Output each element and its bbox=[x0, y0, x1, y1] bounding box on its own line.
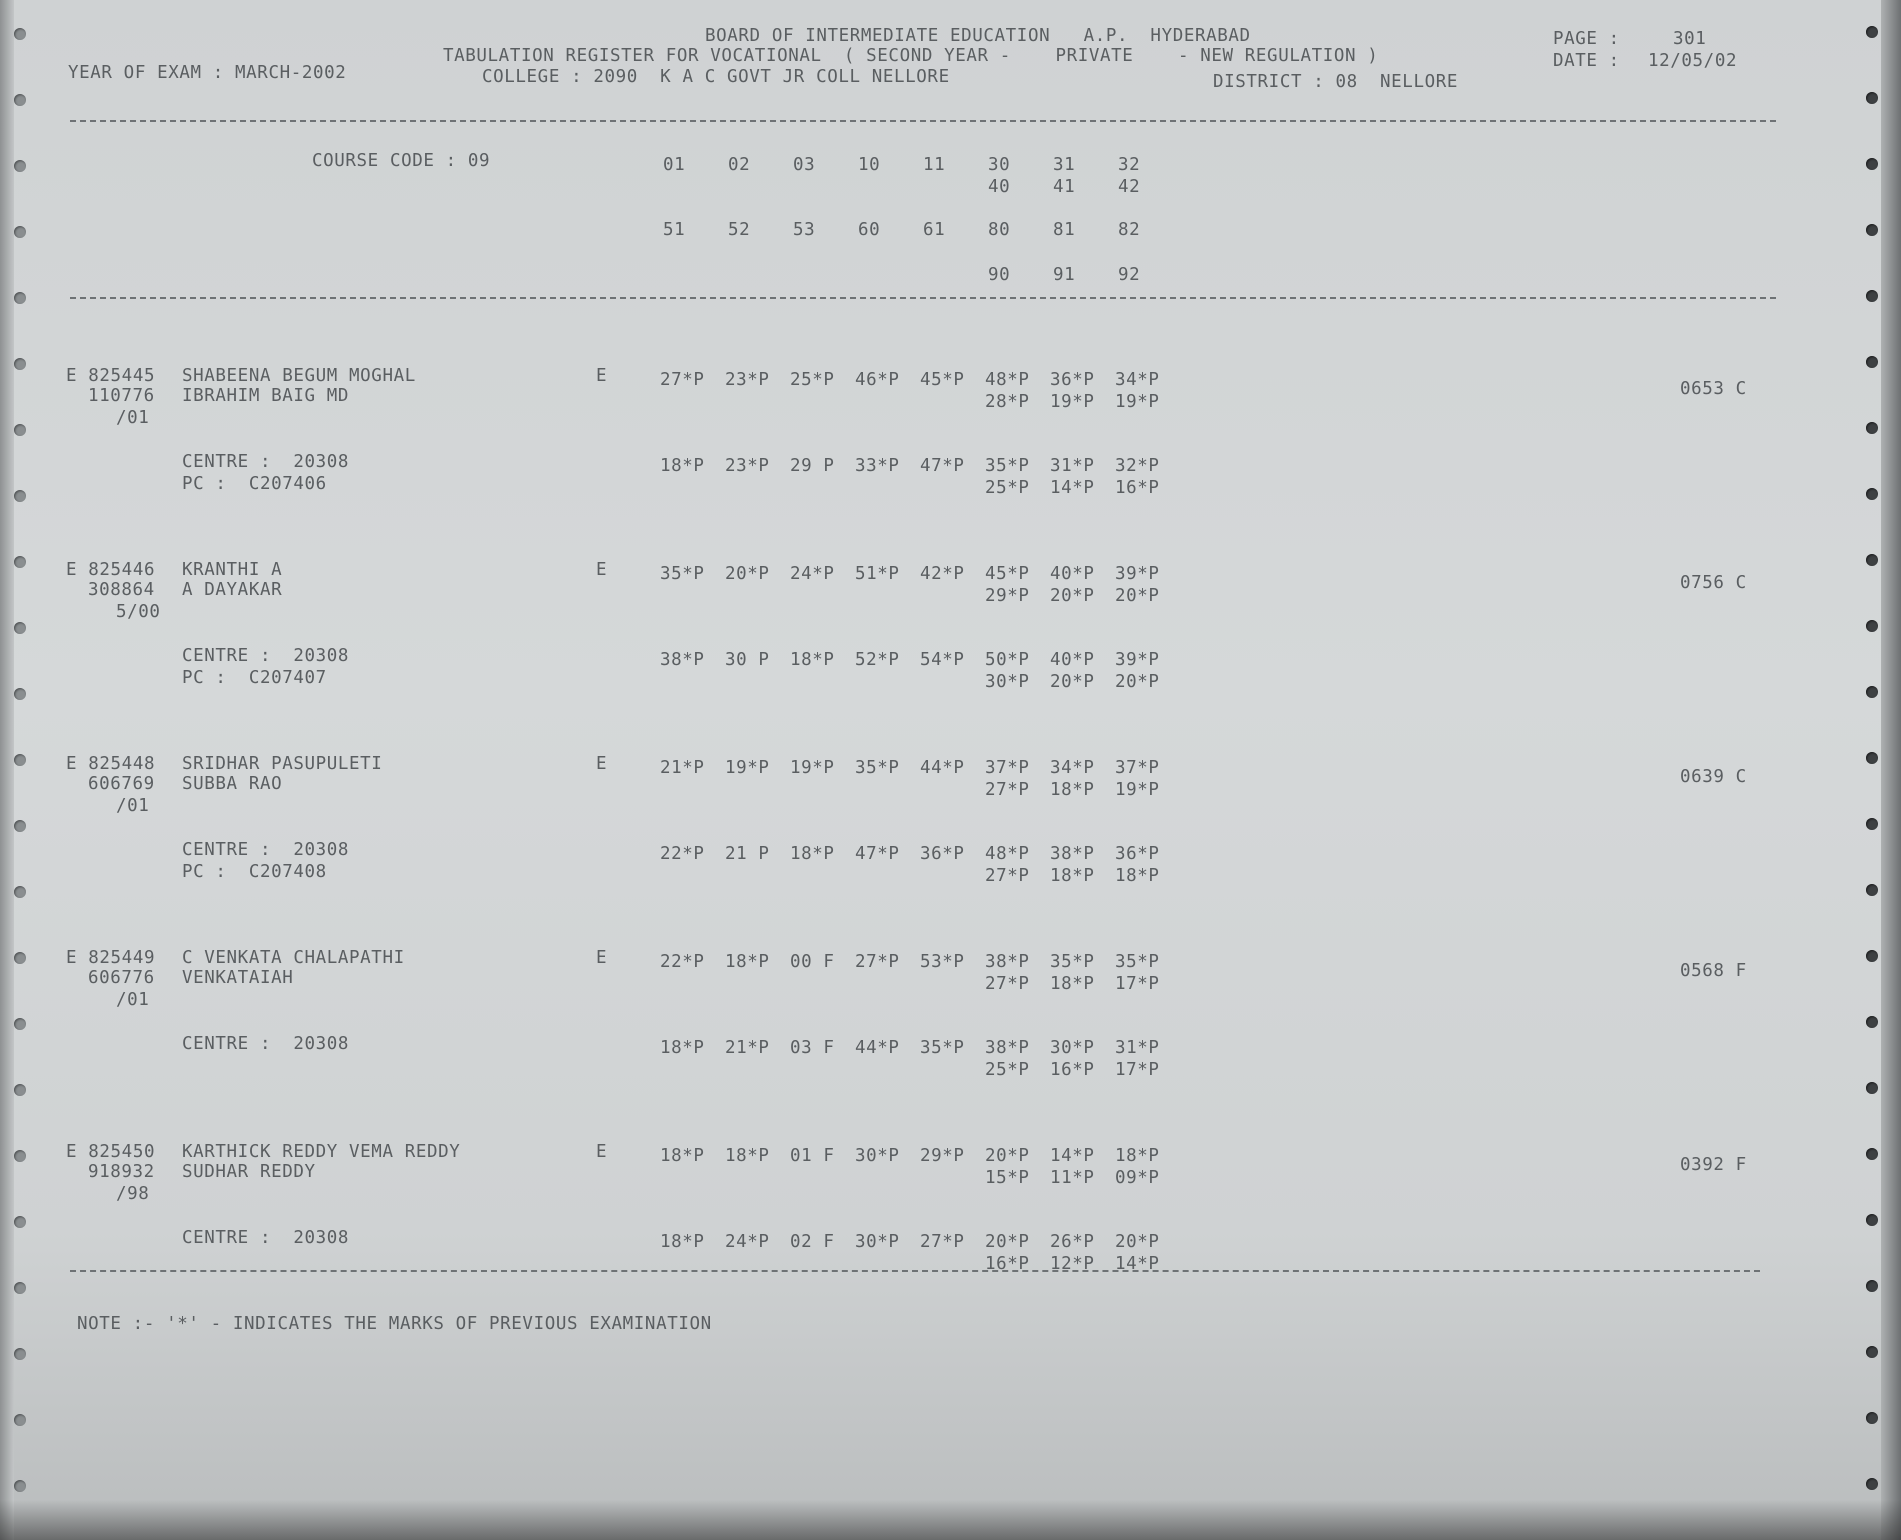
feed-hole-left bbox=[14, 688, 26, 700]
feed-hole-right bbox=[1866, 752, 1878, 764]
feed-hole-right bbox=[1866, 1280, 1878, 1292]
mark-cell-row2-sub: 25*P bbox=[985, 1060, 1030, 1080]
feed-hole-left bbox=[14, 292, 26, 304]
course-code-cell-row3-3: 92 bbox=[1118, 265, 1141, 285]
mark-cell: 19*P bbox=[790, 758, 835, 778]
feed-hole-left bbox=[14, 754, 26, 766]
feed-hole-right bbox=[1866, 158, 1878, 170]
course-code-cell-8: 32 bbox=[1118, 155, 1141, 175]
mark-cell: 53*P bbox=[920, 952, 965, 972]
mark-cell: 19*P bbox=[725, 758, 770, 778]
mark-cell: 37*P bbox=[1115, 758, 1160, 778]
mark-cell-row2: 18*P bbox=[790, 844, 835, 864]
year-of-exam: YEAR OF EXAM : MARCH-2002 bbox=[68, 63, 347, 83]
mark-cell-row2: 36*P bbox=[920, 844, 965, 864]
course-code-cell-1: 01 bbox=[663, 155, 686, 175]
mark-cell-row2: 18*P bbox=[660, 456, 705, 476]
course-code-cell-2: 02 bbox=[728, 155, 751, 175]
total-result: 0392 F bbox=[1680, 1155, 1747, 1175]
feed-hole-left bbox=[14, 28, 26, 40]
course-code-cell-row2-1: 51 bbox=[663, 220, 686, 240]
mark-cell-row2: 47*P bbox=[920, 456, 965, 476]
feed-hole-right bbox=[1866, 1214, 1878, 1226]
course-code: COURSE CODE : 09 bbox=[312, 151, 491, 171]
feed-hole-left bbox=[14, 1480, 26, 1492]
course-code-cell-row3-2: 91 bbox=[1053, 265, 1076, 285]
centre-code: CENTRE : 20308 bbox=[182, 1034, 350, 1054]
mark-cell: 45*P bbox=[985, 564, 1030, 584]
mark-cell-row2: 50*P bbox=[985, 650, 1030, 670]
mark-cell-row2: 27*P bbox=[920, 1232, 965, 1252]
course-code-cell-row2-7: 81 bbox=[1053, 220, 1076, 240]
course-code-cell-row2-8: 82 bbox=[1118, 220, 1141, 240]
mark-cell-sub: 15*P bbox=[985, 1168, 1030, 1188]
paper-shadow bbox=[0, 1500, 1901, 1540]
pc-code: PC : C207406 bbox=[182, 474, 327, 494]
feed-hole-left bbox=[14, 424, 26, 436]
mark-cell: 40*P bbox=[1050, 564, 1095, 584]
mark-cell-sub: 19*P bbox=[1050, 392, 1095, 412]
mark-cell-row2: 30*P bbox=[1050, 1038, 1095, 1058]
course-code-cell-row2-4: 60 bbox=[858, 220, 881, 240]
feed-hole-right bbox=[1866, 290, 1878, 302]
mark-cell-row2: 18*P bbox=[660, 1232, 705, 1252]
feed-hole-left bbox=[14, 1282, 26, 1294]
total-result: 0653 C bbox=[1680, 379, 1747, 399]
mark-cell-sub: 28*P bbox=[985, 392, 1030, 412]
feed-hole-left bbox=[14, 1084, 26, 1096]
feed-hole-right bbox=[1866, 422, 1878, 434]
mark-cell-row2: 38*P bbox=[1050, 844, 1095, 864]
mark-cell-row2: 02 F bbox=[790, 1232, 835, 1252]
mark-cell-row2: 40*P bbox=[1050, 650, 1095, 670]
mark-cell: 44*P bbox=[920, 758, 965, 778]
feed-hole-right bbox=[1866, 818, 1878, 830]
mark-cell: 37*P bbox=[985, 758, 1030, 778]
paper-left-edge bbox=[0, 0, 14, 1540]
mark-cell: 00 F bbox=[790, 952, 835, 972]
feed-hole-right bbox=[1866, 92, 1878, 104]
mark-cell-row2-sub: 16*P bbox=[1115, 478, 1160, 498]
student-name: C VENKATA CHALAPATHI bbox=[182, 948, 405, 968]
feed-hole-right bbox=[1866, 1346, 1878, 1358]
medium: E bbox=[596, 560, 608, 580]
feed-hole-left bbox=[14, 1348, 26, 1360]
feed-hole-right bbox=[1866, 1412, 1878, 1424]
mark-cell: 01 F bbox=[790, 1146, 835, 1166]
mark-cell-row2: 24*P bbox=[725, 1232, 770, 1252]
guardian-name: A DAYAKAR bbox=[182, 580, 283, 600]
centre-code: CENTRE : 20308 bbox=[182, 452, 350, 472]
page-label: PAGE : bbox=[1553, 29, 1620, 49]
mark-cell-row2-sub: 30*P bbox=[985, 672, 1030, 692]
mark-cell-sub: 11*P bbox=[1050, 1168, 1095, 1188]
feed-hole-right bbox=[1866, 26, 1878, 38]
mark-cell-row2: 26*P bbox=[1050, 1232, 1095, 1252]
mark-cell-row2: 48*P bbox=[985, 844, 1030, 864]
mark-cell-sub: 09*P bbox=[1115, 1168, 1160, 1188]
mark-cell: 18*P bbox=[725, 1146, 770, 1166]
pc-code: PC : C207407 bbox=[182, 668, 327, 688]
mark-cell-row2: 03 F bbox=[790, 1038, 835, 1058]
course-code-cell-sub-3: 42 bbox=[1118, 177, 1141, 197]
mark-cell: 24*P bbox=[790, 564, 835, 584]
mark-cell-row2-sub: 16*P bbox=[1050, 1060, 1095, 1080]
mark-cell: 18*P bbox=[725, 952, 770, 972]
course-code-cell-row2-6: 80 bbox=[988, 220, 1011, 240]
header-divider bbox=[70, 120, 1776, 122]
mark-cell-row2: 39*P bbox=[1115, 650, 1160, 670]
mark-cell-row2: 47*P bbox=[855, 844, 900, 864]
date-value: 12/05/02 bbox=[1648, 51, 1738, 71]
mark-cell: 39*P bbox=[1115, 564, 1160, 584]
feed-hole-left bbox=[14, 490, 26, 502]
mark-cell: 42*P bbox=[920, 564, 965, 584]
guardian-name: VENKATAIAH bbox=[182, 968, 294, 988]
mark-cell-sub: 17*P bbox=[1115, 974, 1160, 994]
hall-ticket: E 825450 bbox=[66, 1142, 156, 1162]
feed-hole-left bbox=[14, 358, 26, 370]
mark-cell: 35*P bbox=[660, 564, 705, 584]
mark-cell-row2: 18*P bbox=[660, 1038, 705, 1058]
mark-cell: 18*P bbox=[1115, 1146, 1160, 1166]
mark-cell: 27*P bbox=[855, 952, 900, 972]
feed-hole-left bbox=[14, 94, 26, 106]
feed-hole-left bbox=[14, 160, 26, 172]
course-code-cell-row2-3: 53 bbox=[793, 220, 816, 240]
college-name: COLLEGE : 2090 K A C GOVT JR COLL NELLORE bbox=[482, 67, 950, 87]
total-result: 0639 C bbox=[1680, 767, 1747, 787]
mark-cell-sub: 27*P bbox=[985, 780, 1030, 800]
course-code-cell-row2-2: 52 bbox=[728, 220, 751, 240]
mark-cell-row2: 22*P bbox=[660, 844, 705, 864]
medium: E bbox=[596, 1142, 608, 1162]
course-code-cell-6: 30 bbox=[988, 155, 1011, 175]
feed-hole-right bbox=[1866, 554, 1878, 566]
mark-cell: 45*P bbox=[920, 370, 965, 390]
mark-cell: 35*P bbox=[855, 758, 900, 778]
hall-ticket: E 825445 bbox=[66, 366, 156, 386]
medium: E bbox=[596, 754, 608, 774]
mark-cell-sub: 19*P bbox=[1115, 392, 1160, 412]
feed-hole-right bbox=[1866, 1478, 1878, 1490]
course-code-cell-sub-2: 41 bbox=[1053, 177, 1076, 197]
feed-hole-right bbox=[1866, 1148, 1878, 1160]
total-result: 0568 F bbox=[1680, 961, 1747, 981]
footer-divider bbox=[70, 1270, 1760, 1272]
mark-cell: 22*P bbox=[660, 952, 705, 972]
medium: E bbox=[596, 366, 608, 386]
feed-hole-right bbox=[1866, 356, 1878, 368]
feed-hole-left bbox=[14, 556, 26, 568]
mark-cell-sub: 20*P bbox=[1115, 586, 1160, 606]
feed-hole-left bbox=[14, 622, 26, 634]
mark-cell-row2: 20*P bbox=[985, 1232, 1030, 1252]
course-code-cell-row2-5: 61 bbox=[923, 220, 946, 240]
period: /01 bbox=[116, 408, 150, 428]
hall-ticket: E 825448 bbox=[66, 754, 156, 774]
feed-hole-left bbox=[14, 1018, 26, 1030]
mark-cell-row2-sub: 18*P bbox=[1115, 866, 1160, 886]
feed-hole-right bbox=[1866, 884, 1878, 896]
feed-hole-right bbox=[1866, 488, 1878, 500]
mark-cell: 36*P bbox=[1050, 370, 1095, 390]
mark-cell: 29*P bbox=[920, 1146, 965, 1166]
hall-ticket: E 825449 bbox=[66, 948, 156, 968]
guardian-name: SUBBA RAO bbox=[182, 774, 283, 794]
feed-hole-right bbox=[1866, 950, 1878, 962]
mark-cell-sub: 18*P bbox=[1050, 780, 1095, 800]
id-number: 110776 bbox=[88, 386, 155, 406]
total-result: 0756 C bbox=[1680, 573, 1747, 593]
mark-cell: 51*P bbox=[855, 564, 900, 584]
feed-hole-right bbox=[1866, 1082, 1878, 1094]
mark-cell-row2: 29 P bbox=[790, 456, 835, 476]
feed-hole-left bbox=[14, 1216, 26, 1228]
feed-hole-left bbox=[14, 1150, 26, 1162]
mark-cell-row2: 38*P bbox=[985, 1038, 1030, 1058]
mark-cell: 23*P bbox=[725, 370, 770, 390]
mark-cell-row2-sub: 20*P bbox=[1050, 672, 1095, 692]
mark-cell-row2: 54*P bbox=[920, 650, 965, 670]
mark-cell-row2-sub: 20*P bbox=[1115, 672, 1160, 692]
course-code-cell-7: 31 bbox=[1053, 155, 1076, 175]
register-title: TABULATION REGISTER FOR VOCATIONAL ( SECOND YEAR - PRIVATE - NEW REGULATION ) bbox=[443, 46, 1379, 66]
feed-hole-left bbox=[14, 952, 26, 964]
mark-cell-row2-sub: 27*P bbox=[985, 866, 1030, 886]
centre-code: CENTRE : 20308 bbox=[182, 1228, 350, 1248]
period: /98 bbox=[116, 1184, 150, 1204]
mark-cell: 25*P bbox=[790, 370, 835, 390]
mark-cell-row2: 30 P bbox=[725, 650, 770, 670]
course-code-cell-4: 10 bbox=[858, 155, 881, 175]
mark-cell-row2-sub: 18*P bbox=[1050, 866, 1095, 886]
mark-cell-sub: 20*P bbox=[1050, 586, 1095, 606]
mark-cell-row2: 35*P bbox=[985, 456, 1030, 476]
pc-code: PC : C207408 bbox=[182, 862, 327, 882]
mark-cell-row2: 30*P bbox=[855, 1232, 900, 1252]
mark-cell-row2: 31*P bbox=[1050, 456, 1095, 476]
mark-cell-row2: 44*P bbox=[855, 1038, 900, 1058]
feed-hole-right bbox=[1866, 686, 1878, 698]
centre-code: CENTRE : 20308 bbox=[182, 840, 350, 860]
feed-hole-left bbox=[14, 886, 26, 898]
student-name: SHABEENA BEGUM MOGHAL bbox=[182, 366, 416, 386]
student-name: KARTHICK REDDY VEMA REDDY bbox=[182, 1142, 461, 1162]
period: /01 bbox=[116, 990, 150, 1010]
course-code-cell-5: 11 bbox=[923, 155, 946, 175]
mark-cell-row2: 21 P bbox=[725, 844, 770, 864]
id-number: 606769 bbox=[88, 774, 155, 794]
feed-hole-right bbox=[1866, 224, 1878, 236]
guardian-name: IBRAHIM BAIG MD bbox=[182, 386, 350, 406]
mark-cell-row2: 20*P bbox=[1115, 1232, 1160, 1252]
student-name: KRANTHI A bbox=[182, 560, 283, 580]
mark-cell-row2-sub: 14*P bbox=[1050, 478, 1095, 498]
mark-cell: 30*P bbox=[855, 1146, 900, 1166]
period: /01 bbox=[116, 796, 150, 816]
mark-cell: 35*P bbox=[1050, 952, 1095, 972]
period: 5/00 bbox=[116, 602, 161, 622]
course-code-cell-3: 03 bbox=[793, 155, 816, 175]
mark-cell-row2: 35*P bbox=[920, 1038, 965, 1058]
mark-cell: 46*P bbox=[855, 370, 900, 390]
footnote: NOTE :- '*' - INDICATES THE MARKS OF PREVIOUS EXAMINATION bbox=[77, 1314, 712, 1334]
course-code-cell-sub-1: 40 bbox=[988, 177, 1011, 197]
hall-ticket: E 825446 bbox=[66, 560, 156, 580]
mark-cell: 35*P bbox=[1115, 952, 1160, 972]
mark-cell-row2: 23*P bbox=[725, 456, 770, 476]
mark-cell-row2-sub: 14*P bbox=[1115, 1254, 1160, 1274]
mark-cell-sub: 27*P bbox=[985, 974, 1030, 994]
feed-hole-right bbox=[1866, 620, 1878, 632]
feed-hole-left bbox=[14, 820, 26, 832]
mark-cell: 34*P bbox=[1115, 370, 1160, 390]
page-number: 301 bbox=[1673, 29, 1707, 49]
mark-cell-row2: 52*P bbox=[855, 650, 900, 670]
mark-cell: 38*P bbox=[985, 952, 1030, 972]
mark-cell-row2: 18*P bbox=[790, 650, 835, 670]
mark-cell-row2-sub: 12*P bbox=[1050, 1254, 1095, 1274]
mark-cell-row2: 36*P bbox=[1115, 844, 1160, 864]
mark-cell: 18*P bbox=[660, 1146, 705, 1166]
id-number: 308864 bbox=[88, 580, 155, 600]
district-name: DISTRICT : 08 NELLORE bbox=[1213, 72, 1458, 92]
id-number: 918932 bbox=[88, 1162, 155, 1182]
mark-cell-sub: 29*P bbox=[985, 586, 1030, 606]
course-code-cell-row3-1: 90 bbox=[988, 265, 1011, 285]
mark-cell-row2: 32*P bbox=[1115, 456, 1160, 476]
mark-cell-row2-sub: 25*P bbox=[985, 478, 1030, 498]
mark-cell: 21*P bbox=[660, 758, 705, 778]
mark-cell-row2: 31*P bbox=[1115, 1038, 1160, 1058]
mark-cell-row2: 33*P bbox=[855, 456, 900, 476]
feed-hole-right bbox=[1866, 1016, 1878, 1028]
mark-cell: 20*P bbox=[725, 564, 770, 584]
mark-cell: 48*P bbox=[985, 370, 1030, 390]
paper-right-edge bbox=[1881, 0, 1901, 1540]
mark-cell: 20*P bbox=[985, 1146, 1030, 1166]
course-divider bbox=[70, 297, 1776, 299]
mark-cell-sub: 18*P bbox=[1050, 974, 1095, 994]
date-label: DATE : bbox=[1553, 51, 1620, 71]
mark-cell: 34*P bbox=[1050, 758, 1095, 778]
mark-cell-row2: 38*P bbox=[660, 650, 705, 670]
student-name: SRIDHAR PASUPULETI bbox=[182, 754, 383, 774]
guardian-name: SUDHAR REDDY bbox=[182, 1162, 316, 1182]
mark-cell: 14*P bbox=[1050, 1146, 1095, 1166]
centre-code: CENTRE : 20308 bbox=[182, 646, 350, 666]
mark-cell: 27*P bbox=[660, 370, 705, 390]
board-title: BOARD OF INTERMEDIATE EDUCATION A.P. HYDERABAD bbox=[705, 26, 1251, 46]
mark-cell-row2-sub: 17*P bbox=[1115, 1060, 1160, 1080]
mark-cell-sub: 19*P bbox=[1115, 780, 1160, 800]
mark-cell-row2: 21*P bbox=[725, 1038, 770, 1058]
feed-hole-left bbox=[14, 226, 26, 238]
medium: E bbox=[596, 948, 608, 968]
mark-cell-row2-sub: 16*P bbox=[985, 1254, 1030, 1274]
id-number: 606776 bbox=[88, 968, 155, 988]
feed-hole-left bbox=[14, 1414, 26, 1426]
